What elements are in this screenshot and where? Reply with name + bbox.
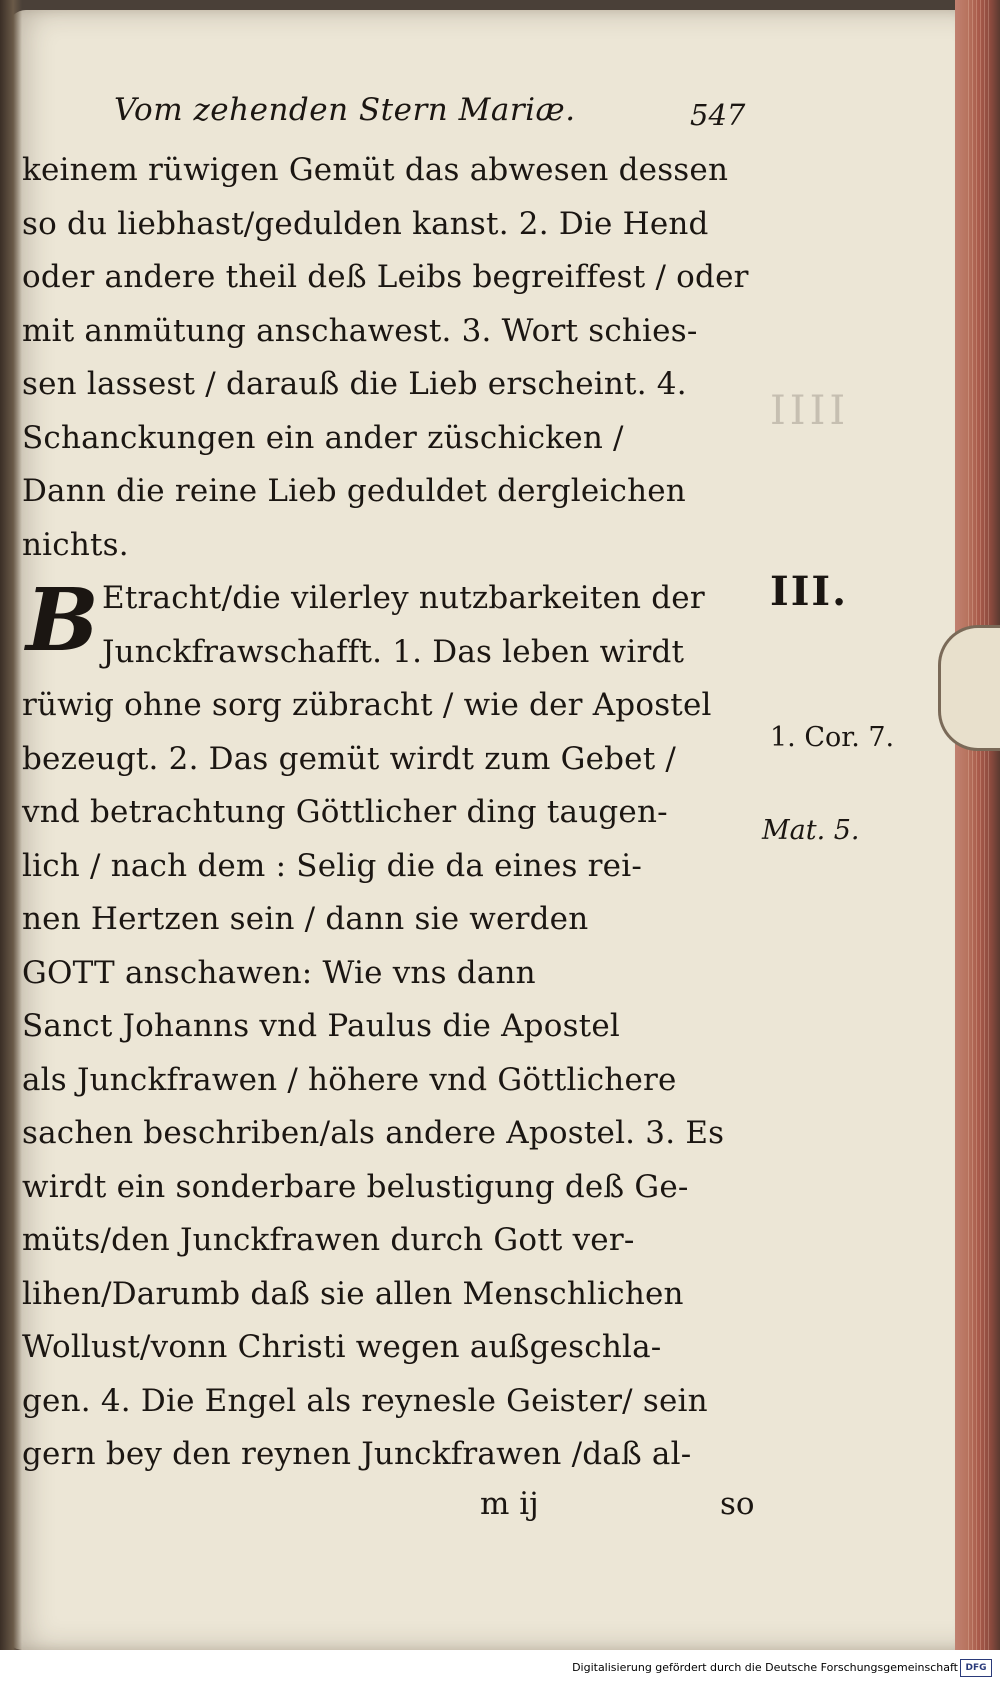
text-line: gen. 4. Die Engel als reynesle Geister/ sein: [22, 1382, 708, 1419]
text-line: rüwig ohne sorg zübracht / wie der Apostel: [22, 687, 712, 723]
text-line: lihen/Darumb daß sie allen Menschlichen: [22, 1275, 684, 1312]
text-line: Sanct Johanns vnd Paulus die Apostel: [22, 1008, 621, 1044]
funding-credit: Digitalisierung gefördert durch die Deutsche Forschungsgemeinschaft: [572, 1661, 958, 1674]
margin-reference-corinthians: 1. Cor. 7.: [770, 722, 895, 753]
text-line: mit anmütung anschawest. 3. Wort schies-: [22, 312, 698, 349]
dfg-logo-icon: DFG: [960, 1659, 992, 1677]
catch-line: [22, 1482, 762, 1536]
text-line: GOTT anschawen: Wie vns dann: [22, 954, 536, 991]
text-line: keinem rüwigen Gemüt das abwesen dessen: [22, 152, 729, 188]
footer-bar: [0, 1650, 1000, 1683]
catchword: so: [720, 1485, 755, 1522]
text-line: bezeugt. 2. Das gemüt wirdt zum Gebet /: [22, 740, 677, 777]
text-line: sen lassest / darauß die Lieb erscheint. 4.: [22, 366, 687, 402]
text-line: Dann die reine Lieb geduldet dergleichen: [22, 473, 686, 509]
page-text-block: [22, 88, 762, 1535]
signature-mark: m ij: [480, 1485, 539, 1522]
text-line: vnd betrachtung Göttlicher ding taugen-: [22, 794, 668, 830]
text-line: so du liebhast/gedulden kanst. 2. Die Hend: [22, 205, 709, 242]
text-line: sachen beschriben/als andere Apostel. 3. Es: [22, 1115, 725, 1151]
text-line: gern bey den reynen Junckfrawen /daß al-: [22, 1436, 692, 1472]
text-line: Junckfrawschafft. 1. Das leben wirdt: [102, 633, 685, 670]
thumb-tab-cutout: [938, 625, 1000, 751]
text-line: müts/den Junckfrawen durch Gott ver-: [22, 1222, 635, 1258]
page-header: [22, 88, 762, 144]
text-line: nichts.: [22, 526, 129, 563]
margin-reference-matthew: Mat. 5.: [762, 815, 860, 846]
margin-section-number: III.: [770, 568, 849, 615]
page-gutter: [0, 0, 22, 1650]
text-line: oder andere theil deß Leibs begreiffest / oder: [22, 259, 749, 295]
page-number: 547: [690, 98, 746, 132]
text-line: nen Hertzen sein / dann sie werden: [22, 901, 589, 937]
text-line: wirdt ein sonderbare belustigung deß Ge-: [22, 1168, 689, 1205]
text-line: Schanckungen ein ander züschicken /: [22, 419, 624, 456]
running-title: Vom zehenden Stern Mariæ.: [114, 92, 576, 128]
text-line: Wollust/vonn Christi wegen außgeschla-: [22, 1329, 662, 1365]
page-edge-lines: [968, 0, 992, 1650]
text-line-content: Etracht/die vilerley nutzbarkeiten der: [102, 580, 705, 616]
text-line: lich / nach dem : Selig die da eines rei-: [22, 847, 643, 884]
show-through-text: IIII: [770, 388, 850, 434]
drop-cap-initial: B: [26, 570, 99, 671]
text-line: als Junckfrawen / höhere vnd Göttlichere: [22, 1061, 677, 1098]
